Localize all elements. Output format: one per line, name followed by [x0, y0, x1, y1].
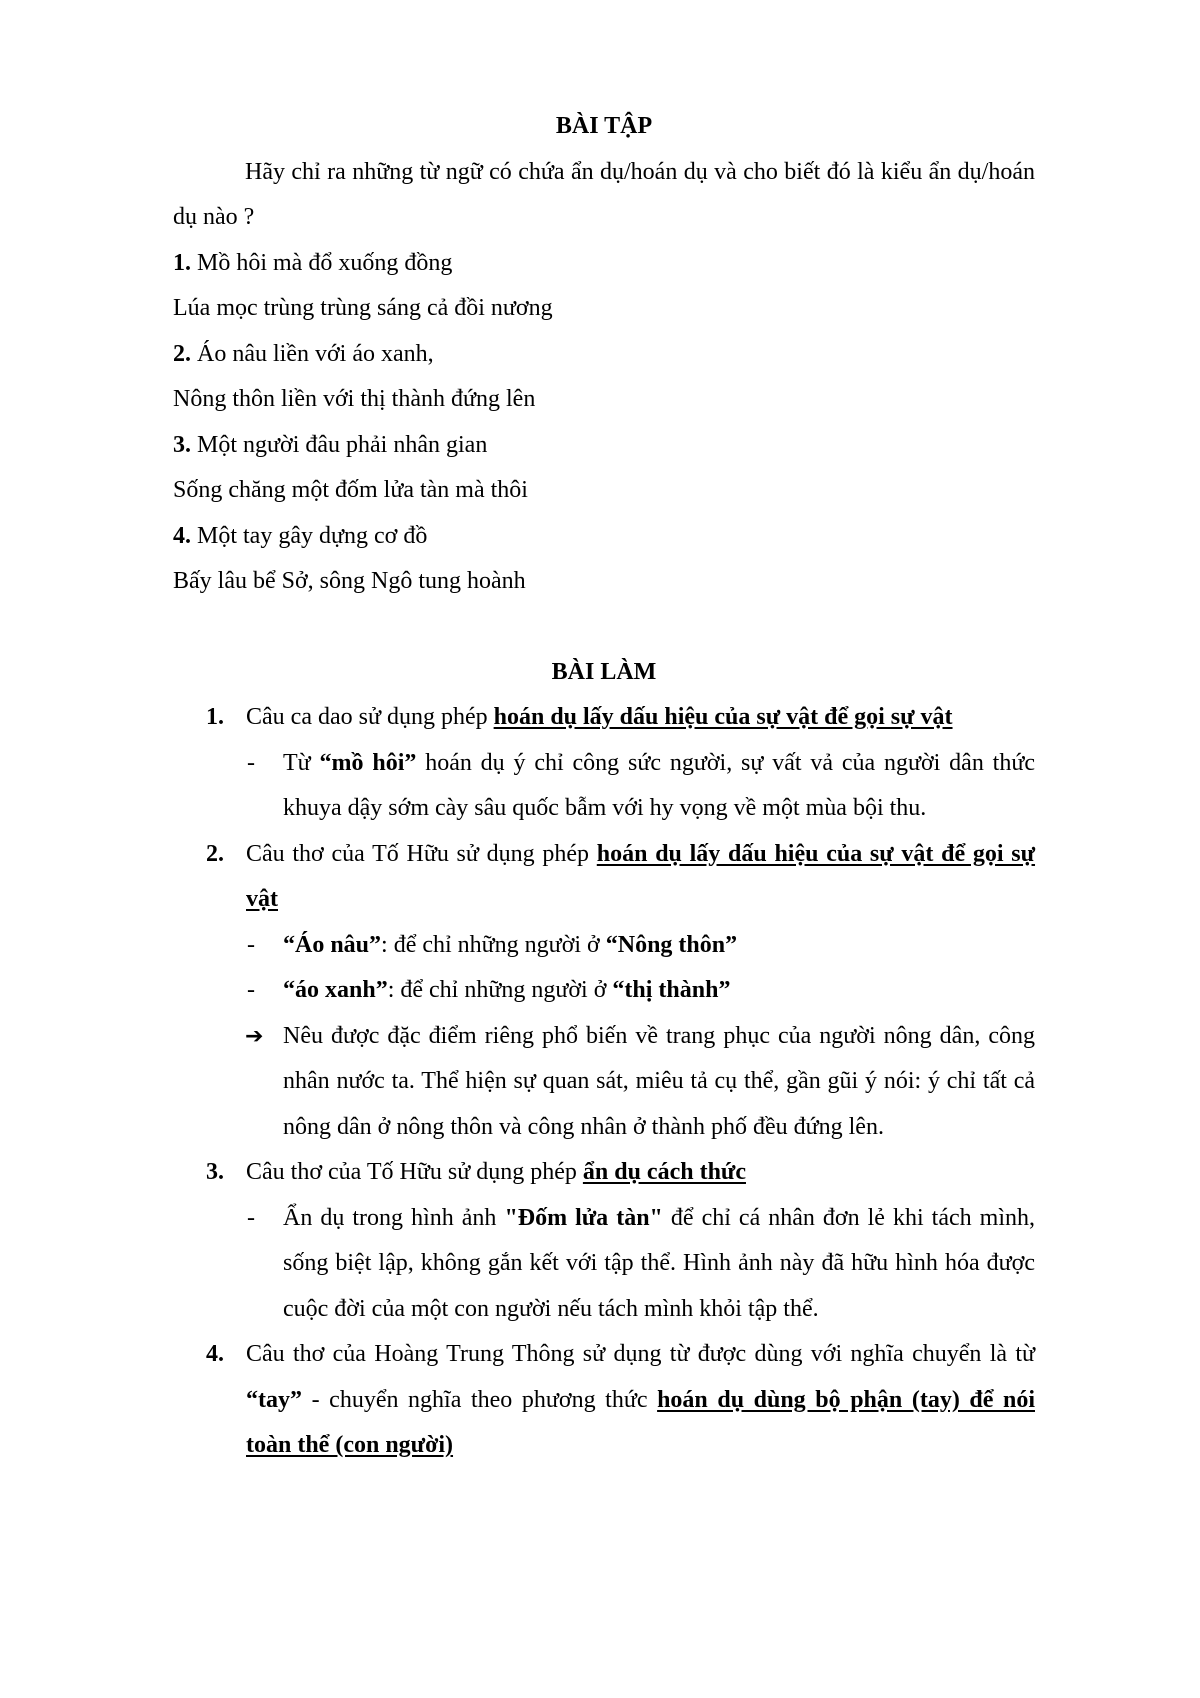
answer-title: BÀI LÀM	[551, 658, 657, 685]
poem-line: Lúa mọc trùng trùng sáng cả đồi nương	[173, 295, 553, 321]
key-term: “mồ hôi”	[319, 749, 417, 776]
key-term: “Nông thôn”	[605, 931, 738, 958]
rhetorical-device: hoán dụ lấy dấu hiệu của sự vật để gọi sự vật	[246, 840, 1036, 912]
dash-bullet: -	[247, 1204, 255, 1231]
poem-2	[173, 332, 1035, 423]
key-term: “Áo nâu”	[283, 931, 382, 958]
item-intro: Câu thơ của Tố Hữu sử dụng phép	[246, 1159, 583, 1185]
item-intro: Câu thơ của Hoàng Trung Thông sử dụng từ được dùng với nghĩa chuyển là từ	[246, 1341, 1035, 1367]
poem-number: 2.	[173, 340, 191, 367]
item-number: 4.	[206, 1341, 224, 1367]
item-intro: Câu thơ của Tố Hữu sử dụng phép	[246, 840, 597, 867]
poem-line: Nông thôn liền với thị thành đứng lên	[173, 386, 536, 412]
poem-1	[173, 241, 1035, 332]
key-term: “tay”	[246, 1386, 302, 1413]
dash-bullet: -	[247, 977, 255, 1003]
answer-conclusion: ➔ Nêu được đặc điểm riêng phổ biến về trang phục của người nông dân, công nhân nước ta. Thể hiện sự quan sát, miêu tả cụ thể, gần gũi ý nói: ý chỉ tất cả nông dân ở nông thôn và công nhân ở thành phố đều đứng lên.	[173, 1014, 1035, 1151]
answer-detail: - “Áo nâu”: để chỉ những người ở “Nông thôn”	[173, 923, 1035, 969]
item-number: 1.	[206, 704, 224, 730]
answer-detail: - “áo xanh”: để chỉ những người ở “thị thành”	[173, 968, 1035, 1014]
item-number: 2.	[206, 840, 224, 867]
answer-item-1	[173, 695, 1035, 741]
rhetorical-device: hoán dụ lấy dấu hiệu của sự vật để gọi sự vật	[493, 704, 953, 730]
poem-number: 4.	[173, 522, 191, 549]
document-body	[173, 104, 1035, 1469]
exercise-title: BÀI TẬP	[555, 113, 653, 139]
answer-item-4: 4. Câu thơ của Hoàng Trung Thông sử dụng từ được dùng với nghĩa chuyển là từ “tay” - chuyển nghĩa theo phương thức hoán dụ dùng bộ phận (tay) để nói toàn thể (con người)	[173, 1332, 1035, 1469]
poem-line: Mồ hôi mà đổ xuống đồng	[191, 249, 453, 276]
poem-line: Sống chăng một đốm lửa tàn mà thôi	[173, 477, 528, 503]
poem-4	[173, 514, 1035, 605]
poem-number: 3.	[173, 431, 191, 458]
poem-3	[173, 423, 1035, 514]
dash-bullet: -	[247, 749, 255, 776]
answer-detail: - Từ “mồ hôi” hoán dụ ý chỉ công sức người, sự vất vả của người dân thức khuya dậy sớm cày sâu quốc bẫm với hy vọng về một mùa bội thu.	[173, 741, 1035, 832]
poem-line: Một người đâu phải nhân gian	[191, 431, 488, 458]
poem-number: 1.	[173, 249, 191, 276]
exercise-prompt: Hãy chỉ ra những từ ngữ có chứa ẩn dụ/hoán dụ và cho biết đó là kiểu ẩn dụ/hoán dụ nào ?	[173, 158, 1035, 230]
arrow-icon: ➔	[245, 1023, 264, 1049]
answer-item-3	[173, 1150, 1035, 1196]
poem-line: Bấy lâu bể Sở, sông Ngô tung hoành	[173, 568, 526, 594]
answer-item-2	[173, 832, 1035, 923]
rhetorical-device: ẩn dụ cách thức	[582, 1159, 746, 1185]
poem-line: Áo nâu liền với áo xanh,	[191, 340, 434, 367]
item-number: 3.	[206, 1159, 224, 1185]
item-intro: Câu ca dao sử dụng phép	[246, 704, 494, 730]
key-term: "Đốm lửa tàn"	[504, 1204, 663, 1231]
key-term: “thị thành”	[612, 977, 731, 1003]
answer-detail: - Ẩn dụ trong hình ảnh "Đốm lửa tàn" để chỉ cá nhân đơn lẻ khi tách mình, sống biệt lập, không gắn kết với tập thể. Hình ảnh này đã hữu hình hóa được cuộc đời của một con người nếu tách mình khỏi tập thể.	[173, 1196, 1035, 1333]
poem-line: Một tay gây dựng cơ đồ	[191, 522, 428, 549]
key-term: “áo xanh”	[283, 977, 388, 1003]
dash-bullet: -	[247, 931, 255, 958]
rhetorical-device: hoán dụ dùng bộ phận (tay) để nói toàn thể (con người)	[246, 1386, 1035, 1458]
